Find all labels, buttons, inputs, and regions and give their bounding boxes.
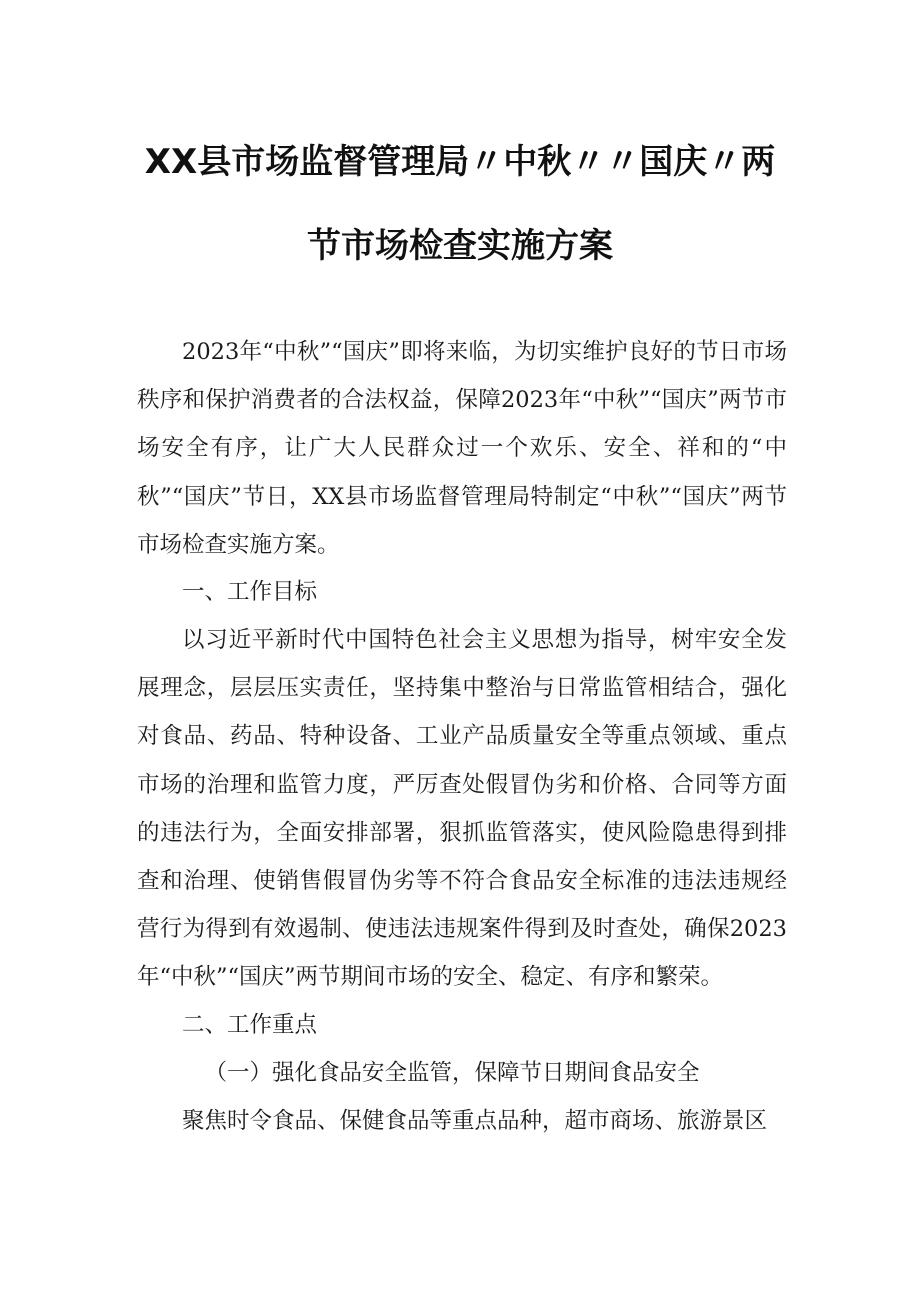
subsection-heading-food-safety: （一）强化食品安全监管，保障节日期间食品安全 bbox=[204, 1060, 700, 1086]
document-title-line-1: XX县市场监督管理局〃中秋〃〃国庆〃两 bbox=[144, 142, 776, 182]
intro-paragraph: 2023年“中秋”“国庆”即将来临，为切实维护良好的节日市场秩序和保护消费者的合法权益，保障2023年“中秋”“国庆”两节市场安全有序，让广大人民群众过一个欢乐、安全、祥和的“中秋”“国庆”节日，XX县市场监督管理局特制定“中秋”“国庆”两节市场检查实施方案。 bbox=[137, 339, 787, 558]
goals-paragraph: 以习近平新时代中国特色社会主义思想为指导，树牢安全发展理念，层层压实责任，坚持集中整治与日常监管相结合，强化对食品、药品、特种设备、工业产品质量安全等重点领域、重点市场的治理和监管力度，严厉查处假冒伪劣和价格、合同等方面的违法行为，全面安排部署，狠抓监管落实，使风险隐患得到排查和治理、使销售假冒伪劣等不符合食品安全标准的违法违规经营行为得到有效遏制、使违法违规案件得到及时查处，确保2023年“中秋”“国庆”两节期间市场的安全、稳定、有序和繁荣。 bbox=[137, 627, 787, 991]
section-heading-goals: 一、工作目标 bbox=[182, 579, 318, 605]
food-safety-paragraph: 聚焦时令食品、保健食品等重点品种，超市商场、旅游景区 bbox=[182, 1108, 768, 1134]
section-heading-focus: 二、工作重点 bbox=[182, 1012, 318, 1038]
document-title-line-2: 节市场检查实施方案 bbox=[307, 226, 613, 266]
